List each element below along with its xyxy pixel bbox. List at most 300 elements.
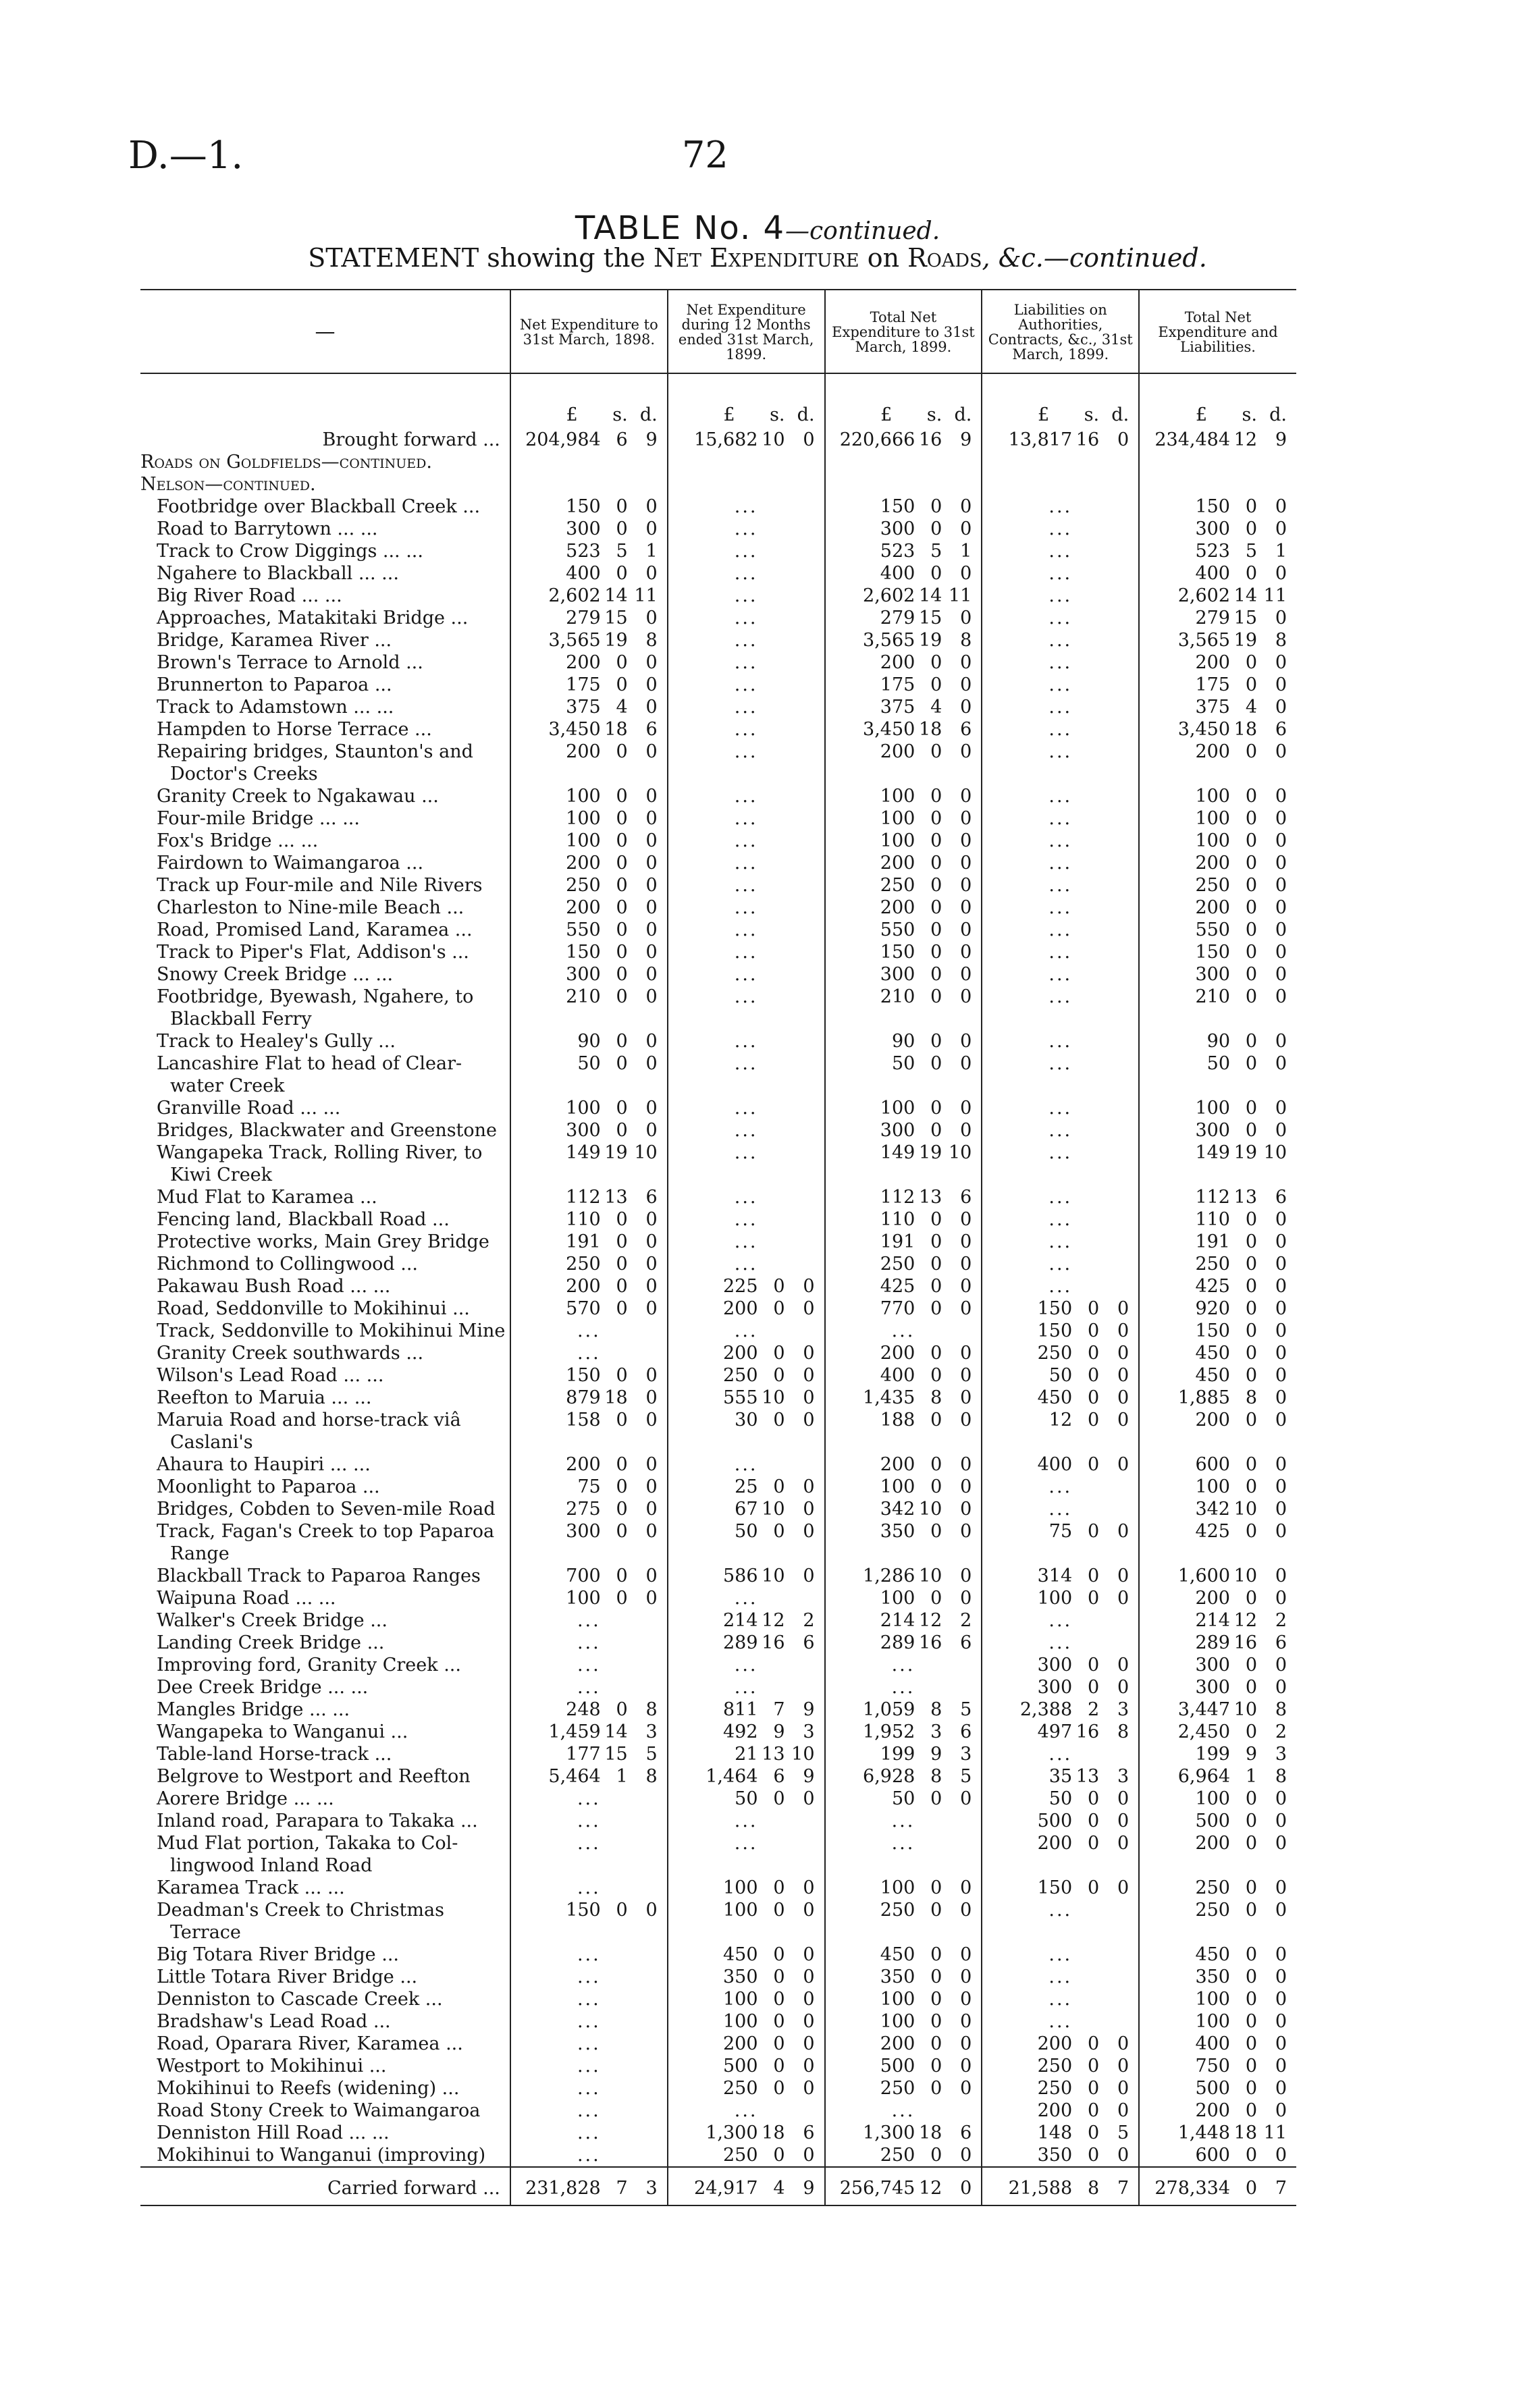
pence: 0: [1275, 1098, 1287, 1119]
amount: [1140, 852, 1296, 874]
shillings: 0: [616, 1476, 628, 1497]
pence: 6: [803, 2122, 815, 2143]
amount-cell: [668, 1186, 825, 1208]
pence: 0: [1275, 919, 1287, 940]
pence: 0: [1275, 942, 1287, 963]
road-name-line: Lancashire Flat to head of Clear-: [157, 1053, 462, 1074]
shillings: 0: [616, 1499, 628, 1520]
pence: 0: [1275, 1788, 1287, 1809]
table-row: [140, 1698, 1296, 1721]
table-row: [140, 1364, 1296, 1387]
road-name: [140, 1387, 510, 1409]
amount: [826, 1052, 982, 1075]
pounds: 13,817: [1008, 429, 1073, 450]
amount-cell: [1139, 1698, 1296, 1721]
amount: [1140, 1587, 1296, 1609]
table-row: [140, 1877, 1296, 1899]
pounds: 200: [1195, 741, 1230, 762]
road-name: [140, 852, 510, 874]
table-row: [140, 1409, 1296, 1453]
blank-mark: ...: [1048, 518, 1073, 539]
pounds: 300: [1037, 1655, 1073, 1676]
shillings: 0: [1245, 652, 1257, 673]
table-row: [140, 629, 1296, 651]
blank-mark: ...: [734, 786, 758, 807]
amount-cell: [982, 1988, 1139, 2010]
pounds: 25: [735, 1476, 758, 1497]
shillings: 0: [1087, 2056, 1100, 2077]
amount-cell: [668, 1119, 825, 1142]
amount-cell: [1139, 919, 1296, 941]
amount-cell: [982, 1587, 1139, 1609]
pence: 0: [803, 1365, 815, 1386]
pence: 1: [645, 541, 658, 562]
amount-cell: [825, 1676, 982, 1698]
blank-mark: ...: [734, 563, 758, 584]
amount-cell: [510, 1476, 668, 1498]
pounds: 50: [1048, 1788, 1073, 1809]
shillings: 0: [930, 1410, 942, 1430]
amount: [1140, 1810, 1296, 1832]
shillings: 18: [604, 1387, 628, 1408]
pence: 0: [645, 1387, 658, 1408]
shillings: 1: [616, 1766, 628, 1787]
amount: [826, 2177, 982, 2199]
pence: 8: [960, 630, 972, 651]
amount: [826, 1609, 982, 1632]
pounds: 200: [880, 2033, 915, 2054]
amount-cell: [668, 2033, 825, 2055]
amount: [668, 1743, 824, 1765]
shillings: 0: [930, 1521, 942, 1542]
pounds: 1,435: [863, 1387, 915, 1408]
pence: 0: [1275, 830, 1287, 851]
pounds: 200: [722, 1343, 758, 1364]
pence: 0: [960, 608, 972, 628]
amount-cell: [1139, 607, 1296, 629]
blank-mark: ...: [1048, 608, 1073, 628]
blank-mark: ...: [734, 496, 758, 517]
amount-cell: [825, 1788, 982, 1810]
shillings: 0: [616, 1410, 628, 1430]
pence: 0: [645, 808, 658, 829]
amount: [668, 1565, 824, 1587]
pounds: 586: [722, 1566, 758, 1586]
blank-mark: ...: [734, 875, 758, 896]
amount: [1140, 1520, 1296, 1543]
pounds: 100: [566, 808, 601, 829]
road-name-line: Fairdown to Waimangaroa ...: [157, 853, 424, 874]
shillings: 0: [616, 1053, 628, 1074]
amount: [668, 1899, 824, 1921]
road-name-line: Table-land Horse-track ...: [157, 1744, 392, 1765]
pounds: 204,984: [525, 429, 601, 450]
amount-cell: [510, 807, 668, 830]
blank-mark: ...: [734, 674, 758, 695]
table-row: [140, 1944, 1296, 1966]
road-name-line: Granville Road ... ...: [157, 1098, 341, 1119]
pounds: 248: [566, 1699, 601, 1720]
amount-cell: [982, 496, 1139, 518]
road-name: [140, 1743, 510, 1765]
road-name: [140, 1654, 510, 1676]
pounds: 350: [722, 1966, 758, 1987]
pence: 0: [645, 786, 658, 807]
amount-cell: [982, 919, 1139, 941]
shillings: 0: [1245, 1833, 1257, 1854]
amount-cell: [825, 1453, 982, 1476]
amount-cell: [510, 1721, 668, 1743]
pence: 0: [960, 1298, 972, 1319]
pounds: 15,682: [694, 429, 758, 450]
pence: 6: [1275, 1632, 1287, 1653]
shillings: 0: [616, 1031, 628, 1052]
road-name: [140, 1498, 510, 1520]
blank-mark: ...: [1048, 719, 1073, 740]
amount-cell: [668, 1944, 825, 1966]
amount-cell: [825, 1877, 982, 1899]
pence: 0: [803, 2033, 815, 2054]
amount: [826, 1453, 982, 1476]
amount: [1140, 429, 1296, 451]
amount: [1140, 1899, 1296, 1921]
amount: [982, 1297, 1138, 1320]
amount-cell: [825, 674, 982, 696]
shillings: 0: [930, 2056, 942, 2077]
shillings: 0: [1245, 1053, 1257, 1074]
pence: 0: [960, 919, 972, 940]
shillings: 10: [762, 1566, 785, 1586]
table-row: [140, 830, 1296, 852]
road-name-continuation: Doctor's Creeks: [170, 764, 318, 784]
pence: 0: [645, 986, 658, 1007]
amount-cell: [1139, 1832, 1296, 1877]
blank-mark: ...: [891, 2100, 915, 2121]
shillings: 0: [1087, 1454, 1100, 1475]
shillings: 0: [930, 1098, 942, 1119]
pence: 0: [960, 697, 972, 718]
amount-cell: [825, 1832, 982, 1877]
shillings: 0: [616, 853, 628, 874]
pence: 0: [960, 1031, 972, 1052]
shillings: 10: [762, 429, 785, 450]
pence: 0: [803, 1499, 815, 1520]
pence: 10: [791, 1744, 815, 1765]
header-liabilities: Liabilities on Authorities, Contracts, &c., 31st March, 1899.: [982, 290, 1139, 373]
shillings: 3: [930, 1721, 942, 1742]
pence: 0: [1117, 2056, 1129, 2077]
amount-cell: [825, 830, 982, 852]
amount-cell: [668, 2077, 825, 2099]
amount: [826, 963, 982, 986]
blank-mark: ...: [1048, 1499, 1073, 1520]
amount: [668, 1498, 824, 1520]
table-row: [140, 1142, 1296, 1186]
pounds: 275: [566, 1499, 601, 1520]
blank-mark: ...: [1048, 1209, 1073, 1230]
amount-cell: [982, 830, 1139, 852]
amount: [826, 1097, 982, 1119]
shillings: 0: [773, 2056, 785, 2077]
amount: [826, 1253, 982, 1275]
shillings: 0: [1087, 1788, 1100, 1809]
road-name: [140, 1632, 510, 1654]
pence: 0: [960, 652, 972, 673]
blank-mark: ...: [891, 1655, 915, 1676]
shillings: 0: [1245, 919, 1257, 940]
shillings: 19: [1233, 630, 1257, 651]
amount-cell: [982, 986, 1139, 1030]
pounds: 200: [1195, 652, 1230, 673]
table-row: [140, 562, 1296, 585]
amount-cell: [510, 585, 668, 607]
amount-cell: [825, 1186, 982, 1208]
road-name-line: Track to Adamstown ... ...: [157, 697, 394, 718]
pence: 0: [960, 1120, 972, 1141]
road-name: [140, 807, 510, 830]
blank-mark: ...: [734, 830, 758, 851]
pounds: 250: [722, 1365, 758, 1386]
amount: [982, 1676, 1138, 1698]
amount: [1140, 1097, 1296, 1119]
pounds: 50: [891, 1053, 915, 1074]
road-name-line: Four-mile Bridge ... ...: [157, 808, 360, 829]
pence: 0: [803, 2011, 815, 2032]
pounds: 250: [1037, 2056, 1073, 2077]
pence: 0: [960, 1877, 972, 1898]
pence: 8: [645, 630, 658, 651]
amount-cell: [510, 1877, 668, 1899]
amount-cell: [1139, 2144, 1296, 2167]
pence: 0: [803, 429, 815, 450]
pounds: 256,745: [839, 2178, 915, 2199]
amount-cell: [668, 1765, 825, 1788]
table-row: [140, 1587, 1296, 1609]
amount-cell: [825, 1810, 982, 1832]
pence: 0: [803, 2145, 815, 2166]
shillings: 0: [1245, 563, 1257, 584]
road-name: [140, 1097, 510, 1119]
pence: 0: [960, 853, 972, 874]
amount: [826, 1142, 982, 1164]
pounds: 110: [1195, 1209, 1230, 1230]
table-row: [140, 1320, 1296, 1342]
road-name: [140, 1587, 510, 1609]
pence: 6: [960, 719, 972, 740]
amount-cell: [825, 852, 982, 874]
amount-cell: [1139, 1565, 1296, 1587]
empty-cell: [510, 451, 668, 473]
pounds: 191: [566, 1231, 601, 1252]
amount: [1140, 1364, 1296, 1387]
shillings: 0: [773, 1276, 785, 1297]
amount: [826, 496, 982, 518]
amount-cell: [510, 562, 668, 585]
pence: 0: [1275, 1254, 1287, 1275]
amount-cell: [825, 1275, 982, 1297]
road-name: [140, 986, 510, 1030]
pence-unit: d.: [639, 404, 658, 425]
pounds: 200: [1195, 1833, 1230, 1854]
shillings: 8: [1245, 1387, 1257, 1408]
blank-mark: ...: [1048, 1966, 1073, 1987]
shillings: 4: [930, 697, 942, 718]
amount: [1140, 2122, 1296, 2144]
amount-cell: [510, 1498, 668, 1520]
shillings: 0: [1245, 786, 1257, 807]
amount: [982, 1565, 1138, 1587]
shillings: 0: [1245, 741, 1257, 762]
amount-cell: [510, 540, 668, 562]
pounds: 200: [1195, 1588, 1230, 1609]
road-name-line: Track up Four-mile and Nile Rivers: [157, 875, 483, 896]
shillings: 0: [616, 1566, 628, 1586]
shillings: 0: [930, 1788, 942, 1809]
road-name-line: Brown's Terrace to Arnold ...: [157, 652, 423, 673]
amount-cell: [1139, 941, 1296, 963]
pence: 0: [1275, 1053, 1287, 1074]
amount-cell: [1139, 1453, 1296, 1476]
amount-cell: [825, 1476, 982, 1498]
table-row: [140, 2010, 1296, 2033]
amount-cell: [825, 1142, 982, 1186]
shillings: 0: [616, 1454, 628, 1475]
pounds: 279: [880, 608, 915, 628]
amount-cell: [1139, 1498, 1296, 1520]
shillings: 0: [930, 2033, 942, 2054]
pounds: 500: [1195, 1811, 1230, 1831]
shillings: 0: [773, 2145, 785, 2166]
amount: [826, 941, 982, 963]
pence: 0: [645, 697, 658, 718]
pence: 9: [645, 429, 658, 450]
amount-cell: [510, 1698, 668, 1721]
pounds: 350: [1195, 1966, 1230, 1987]
pence: 0: [645, 1566, 658, 1586]
amount-cell: [668, 785, 825, 807]
shillings: 7: [616, 2178, 628, 2199]
pounds: 250: [1195, 1254, 1230, 1275]
pence: 0: [803, 1966, 815, 1987]
amount-cell: [825, 1208, 982, 1231]
road-name-line: Footbridge, Byewash, Ngahere, to: [157, 986, 474, 1007]
amount-cell: [510, 1520, 668, 1565]
shillings: 0: [616, 942, 628, 963]
blank-mark: ...: [734, 1320, 758, 1341]
pounds: 2,602: [863, 585, 915, 606]
amount-cell: [668, 1966, 825, 1988]
pence: 0: [1275, 1521, 1287, 1542]
table-row: [140, 607, 1296, 629]
table-row: [140, 2122, 1296, 2144]
amount: [511, 1052, 667, 1075]
amount: [1140, 1765, 1296, 1788]
pounds: 1,459: [548, 1721, 601, 1742]
pence: 0: [1275, 2011, 1287, 2032]
shillings: 0: [1245, 1120, 1257, 1141]
shillings: 0: [1087, 1566, 1100, 1586]
amount-cell: [982, 1654, 1139, 1676]
amount-cell: [668, 1721, 825, 1743]
shillings: 0: [773, 1365, 785, 1386]
amount-cell: [510, 2077, 668, 2099]
amount-cell: [825, 585, 982, 607]
pounds: 342: [1195, 1499, 1230, 1520]
amount-cell: [510, 830, 668, 852]
amount: [511, 1208, 667, 1231]
pence: 0: [803, 1410, 815, 1430]
shillings: 12: [1233, 429, 1257, 450]
table-row: [140, 1721, 1296, 1743]
pounds: 100: [566, 1588, 601, 1609]
shillings: 4: [773, 2178, 785, 2199]
amount: [1140, 2144, 1296, 2166]
pounds: 250: [880, 875, 915, 896]
amount: [982, 1721, 1138, 1743]
pence: 2: [1275, 1610, 1287, 1631]
shillings: 0: [1245, 518, 1257, 539]
amount-cell: [825, 2010, 982, 2033]
blank-mark: ...: [891, 1320, 915, 1341]
amount-cell: [1139, 807, 1296, 830]
pounds: 35: [1048, 1766, 1073, 1787]
shillings: 6: [616, 429, 628, 450]
amount-cell: [982, 1297, 1139, 1320]
amount-cell: [510, 629, 668, 651]
amount-cell: [510, 2167, 668, 2205]
amount: [668, 2033, 824, 2055]
pence: 0: [960, 1499, 972, 1520]
shillings: 13: [918, 1187, 942, 1208]
amount-cell: [982, 2167, 1139, 2205]
amount-cell: [982, 629, 1139, 651]
shillings: 10: [918, 1499, 942, 1520]
pence: 0: [1275, 2033, 1287, 2054]
shillings: 0: [1087, 1588, 1100, 1609]
amount: [826, 562, 982, 585]
pence: 6: [1275, 719, 1287, 740]
amount: [982, 2144, 1138, 2166]
amount: [1140, 1342, 1296, 1364]
amount-cell: [982, 651, 1139, 674]
pounds: 200: [566, 1276, 601, 1297]
pence: 0: [645, 1410, 658, 1430]
shillings: 0: [616, 1098, 628, 1119]
amount-cell: [1139, 1275, 1296, 1297]
pound-unit: £: [1195, 404, 1207, 425]
amount: [982, 429, 1138, 451]
pounds: 200: [1195, 853, 1230, 874]
amount: [982, 1320, 1138, 1342]
pence: 0: [1275, 741, 1287, 762]
road-name: [140, 607, 510, 629]
pounds: 3,565: [548, 630, 601, 651]
amount-cell: [510, 741, 668, 785]
shillings: 0: [1245, 1721, 1257, 1742]
shillings: 13: [762, 1744, 785, 1765]
amount: [511, 1030, 667, 1052]
pounds: 100: [566, 786, 601, 807]
shillings: 0: [1245, 2100, 1257, 2121]
blank-mark: ...: [734, 1254, 758, 1275]
amount-cell: [1139, 1409, 1296, 1453]
empty-cell: [825, 451, 982, 473]
pence: 0: [645, 496, 658, 517]
pence: 0: [645, 1053, 658, 1074]
pounds: 210: [566, 986, 601, 1007]
amount: [668, 2010, 824, 2033]
pence: 3: [645, 2178, 658, 2199]
